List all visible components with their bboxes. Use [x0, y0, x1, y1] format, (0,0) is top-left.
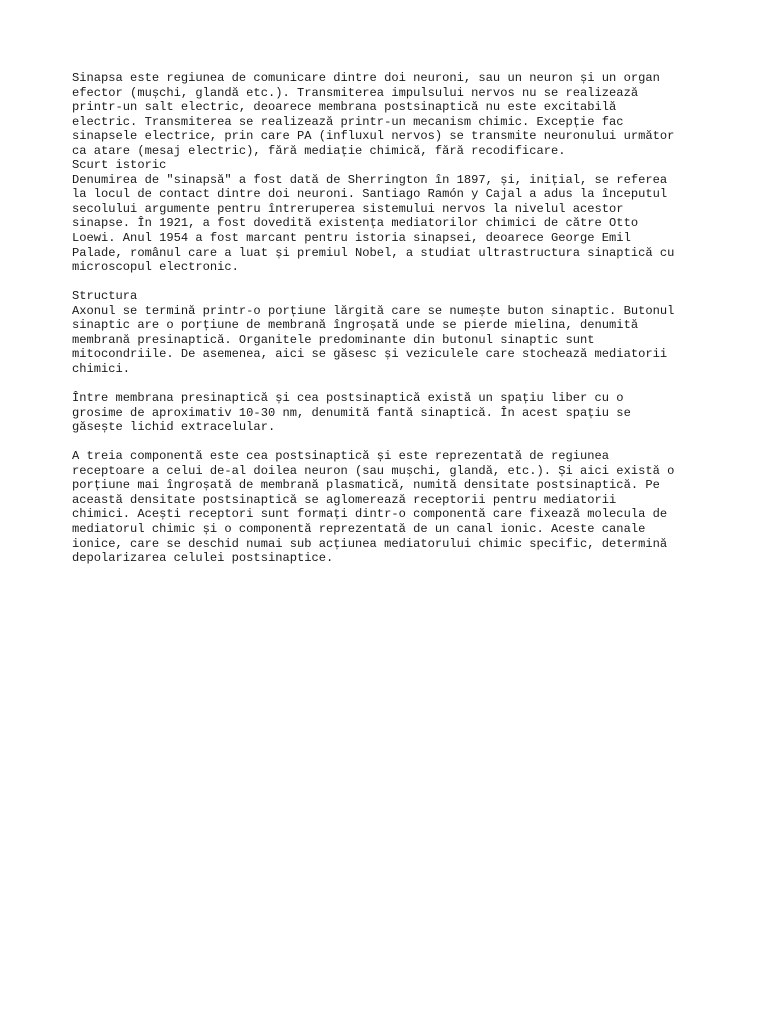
- text-line: mediatorul chimic și o componentă reprezentată de un canal ionic. Aceste canale: [72, 521, 646, 536]
- text-line: ca atare (mesaj electric), fără mediație chimică, fără recodificare.: [72, 143, 566, 158]
- text-line: porțiune mai îngroșată de membrană plasmatică, numită densitate postsinaptică. Pe: [72, 478, 660, 493]
- text-line: depolarizarea celulei postsinaptice.: [72, 551, 334, 566]
- structure-paragraph-2: [72, 391, 712, 435]
- structure-heading: Structura: [72, 289, 138, 304]
- text-line: chimici.: [72, 361, 131, 376]
- text-line: electric. Transmiterea se realizează printr-un mecanism chimic. Excepție fac: [72, 114, 624, 129]
- text-line: Palade, românul care a luat și premiul Nobel, a studiat ultrastructura sinaptică cu: [72, 245, 675, 260]
- text-line: efector (mușchi, glandă etc.). Transmiterea impulsului nervos nu se realizează: [72, 85, 639, 100]
- text-line: printr-un salt electric, deoarece membrana postsinaptică nu este excitabilă: [72, 100, 617, 115]
- text-line: la locul de contact dintre doi neuroni. Santiago Ramón y Cajal a adus la începutul: [72, 187, 668, 202]
- text-line: A treia componentă este cea postsinaptică și este reprezentată de regiunea: [72, 449, 610, 464]
- structure-paragraph-1: [72, 304, 712, 377]
- text-line: Axonul se termină printr-o porțiune lărgită care se numește buton sinaptic. Butonul: [72, 303, 675, 318]
- text-line: Denumirea de "sinapsă" a fost dată de Sherrington în 1897, și, inițial, se referea: [72, 172, 668, 187]
- intro-paragraph: [72, 71, 712, 158]
- text-line: microscopul electronic.: [72, 260, 239, 275]
- text-line: sinapsele electrice, prin care PA (influxul nervos) se transmite neuronului următor: [72, 129, 675, 144]
- text-line: Loewi. Anul 1954 a fost marcant pentru istoria sinapsei, deoarece George Emil: [72, 231, 631, 246]
- history-paragraph: [72, 173, 712, 275]
- text-line: Între membrana presinaptică și cea postsinaptică există un spațiu liber cu o: [72, 391, 624, 406]
- text-line: sinapse. În 1921, a fost dovedită existența mediatorilor chimici de către Otto: [72, 216, 639, 231]
- history-heading: Scurt istoric: [72, 158, 167, 173]
- text-line: membrană presinaptică. Organitele predominante din butonul sinaptic sunt: [72, 332, 595, 347]
- spacer: [72, 376, 712, 391]
- text-line: găsește lichid extracelular.: [72, 420, 276, 435]
- text-line: chimici. Acești receptori sunt formați dintr-o componentă care fixează molecula de: [72, 507, 668, 522]
- text-line: Sinapsa este regiunea de comunicare dintre doi neuroni, sau un neuron și un organ: [72, 71, 660, 85]
- structure-paragraph-3: [72, 449, 712, 565]
- text-line: receptoare a celui de-al doilea neuron (sau mușchi, glandă, etc.). Și aici există o: [72, 463, 675, 478]
- text-line: ionice, care se deschid numai sub acțiunea mediatorului chimic specific, determină: [72, 536, 668, 551]
- text-line: această densitate postsinaptică se aglomerează receptorii pentru mediatorii: [72, 492, 617, 507]
- text-line: sinaptic are o porțiune de membrană îngroșată unde se pierde mielina, denumită: [72, 318, 639, 333]
- text-line: grosime de aproximativ 10-30 nm, denumită fantă sinaptică. În acest spațiu se: [72, 405, 631, 420]
- document-body: [72, 71, 712, 566]
- text-line: mitocondriile. De asemenea, aici se găsesc și veziculele care stochează mediatorii: [72, 347, 668, 362]
- text-line: secolului argumente pentru întreruperea sistemului nervos la nivelul acestor: [72, 201, 624, 216]
- spacer: [72, 275, 712, 290]
- spacer: [72, 435, 712, 450]
